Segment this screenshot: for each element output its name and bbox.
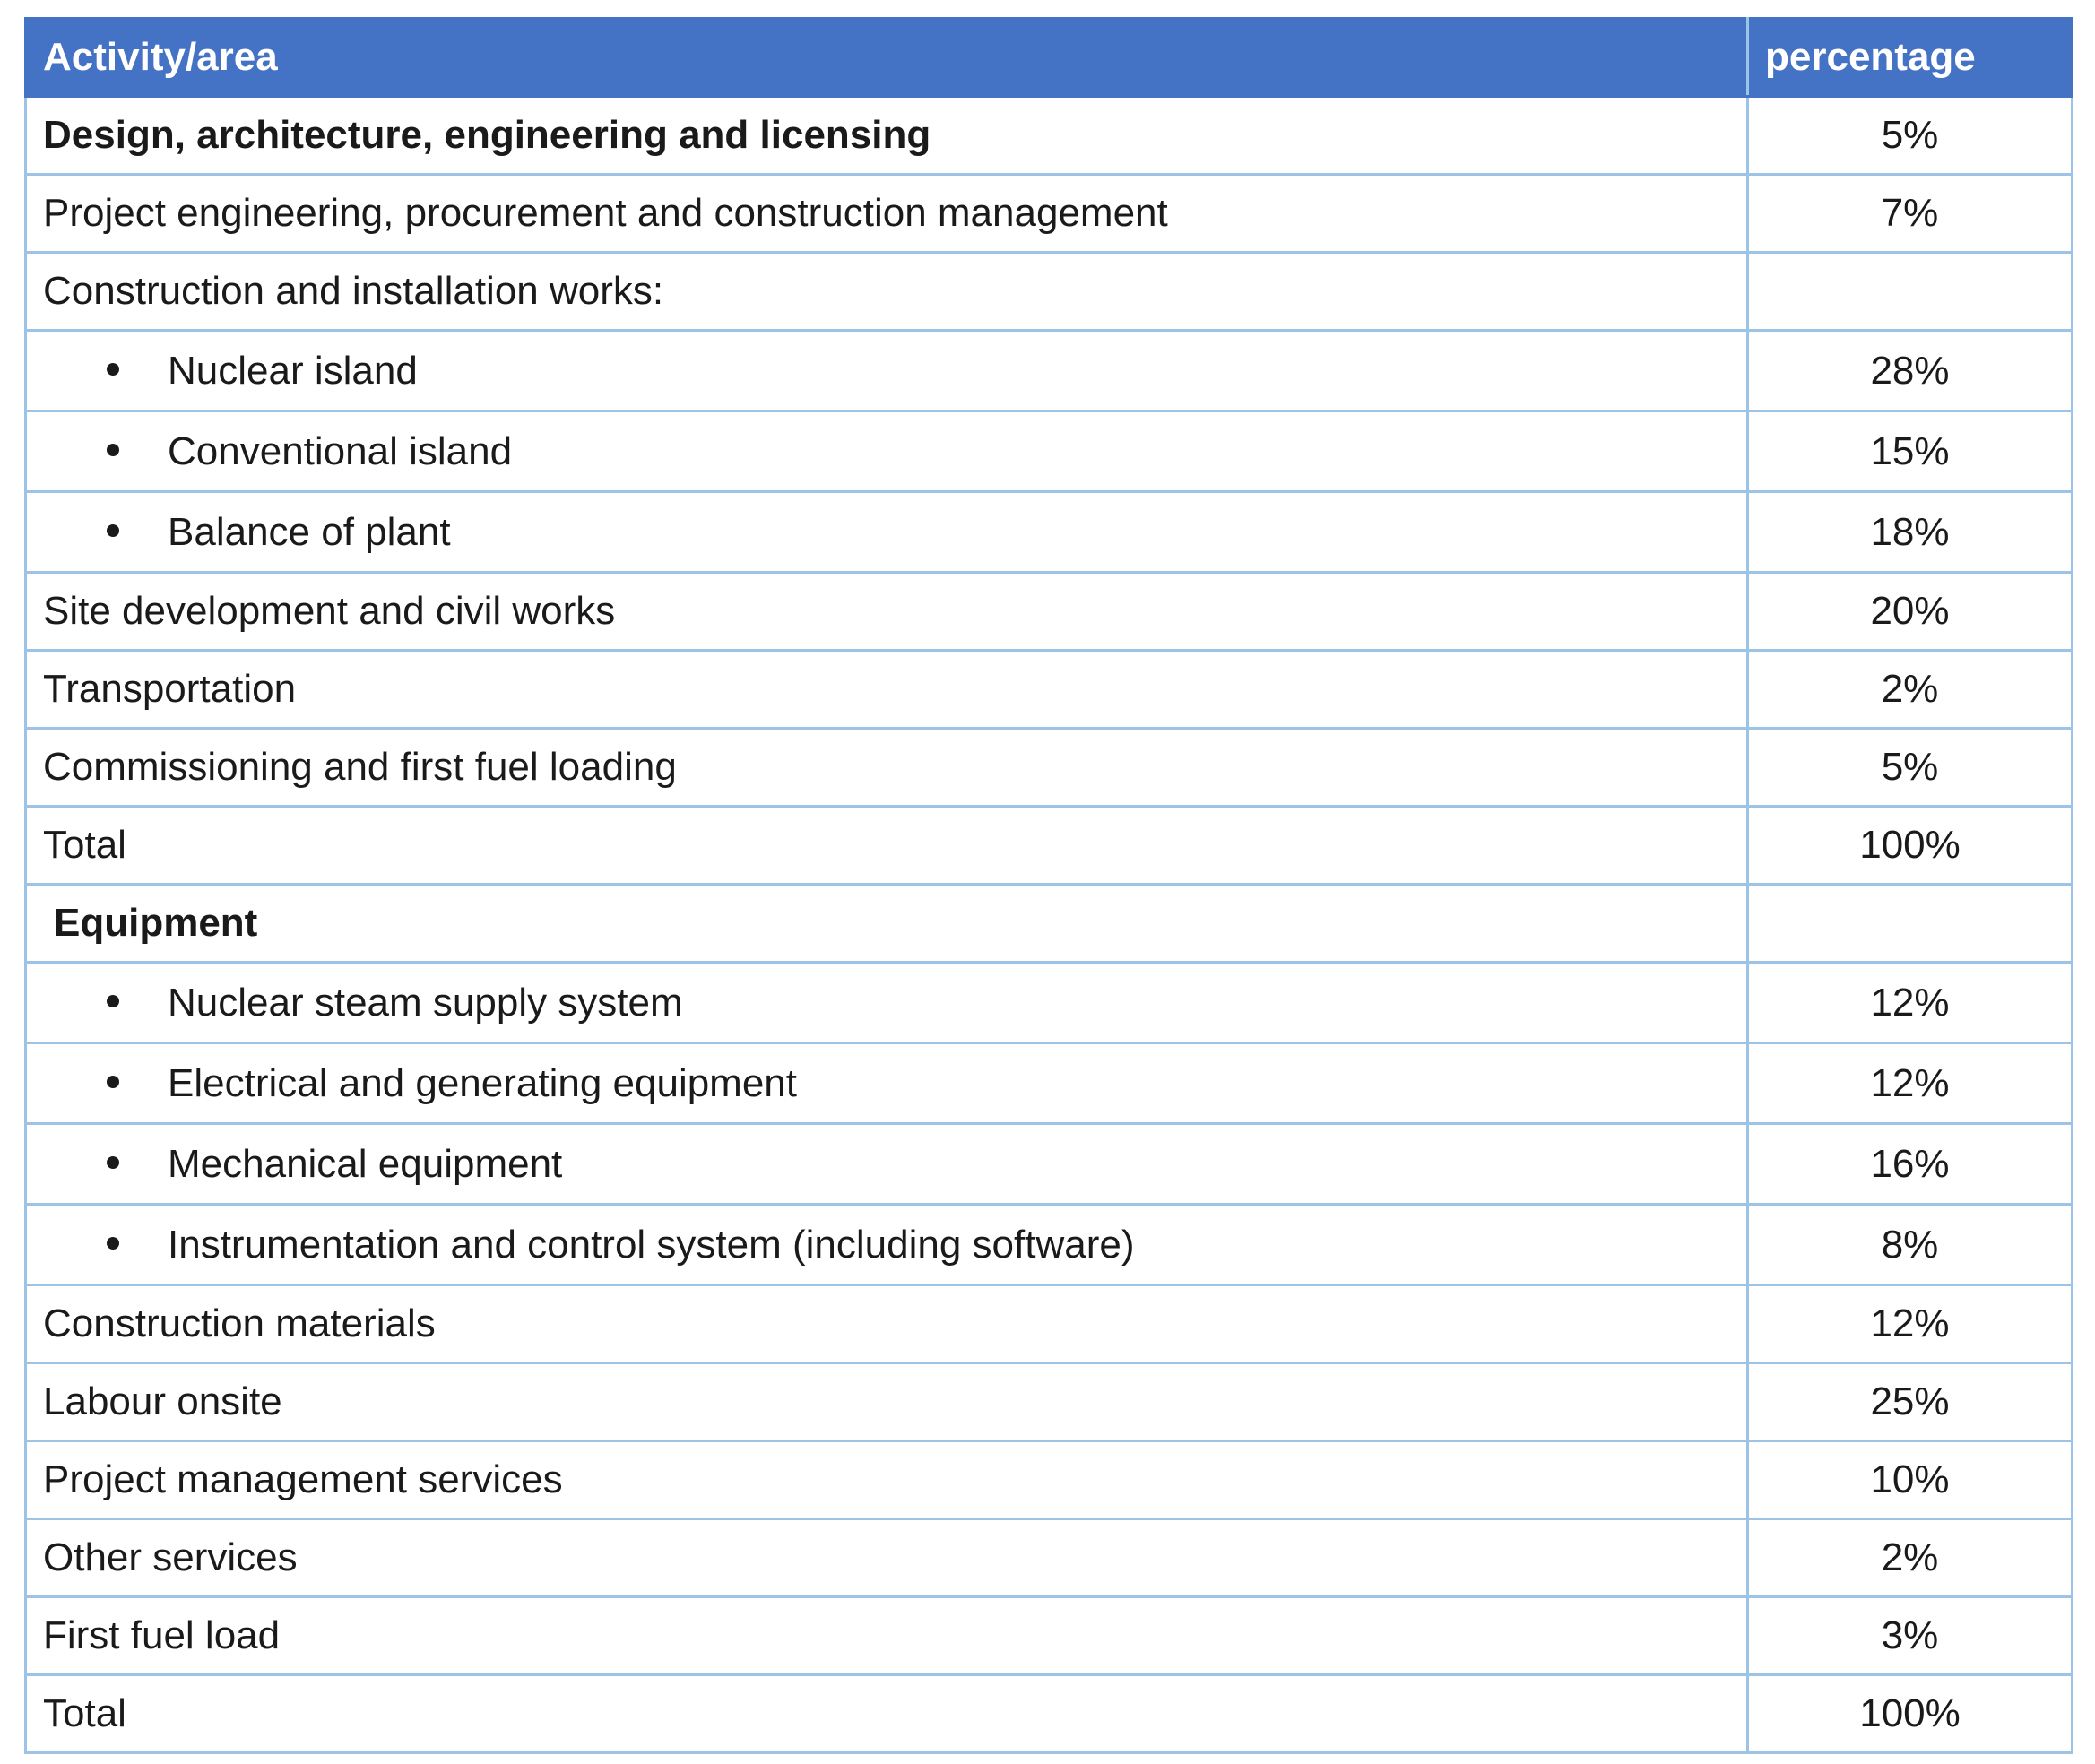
activity-label: Construction materials	[43, 1301, 436, 1345]
activity-cell	[26, 885, 1748, 963]
percentage-cell: 12%	[1748, 1043, 2073, 1124]
activity-cell	[26, 1675, 1748, 1753]
bullet-icon	[107, 524, 119, 537]
table-header	[26, 19, 2073, 97]
table-row	[26, 573, 2073, 651]
activity-cell	[26, 573, 1748, 651]
percentage-cell: 12%	[1748, 963, 2073, 1043]
activity-cell	[26, 1519, 1748, 1597]
activity-cell	[26, 1441, 1748, 1519]
percentage-cell: 100%	[1748, 1675, 2073, 1753]
activity-label: First fuel load	[43, 1613, 281, 1657]
activity-label: Conventional island	[168, 428, 513, 473]
activity-cell	[26, 1124, 1748, 1205]
percentage-cell: 5%	[1748, 97, 2073, 175]
activity-cell	[26, 175, 1748, 253]
percentage-cell: 2%	[1748, 1519, 2073, 1597]
activity-label: Project management services	[43, 1457, 563, 1501]
table-row	[26, 1043, 2073, 1124]
table-row	[26, 729, 2073, 807]
percentage-cell: 100%	[1748, 807, 2073, 885]
percentage-cell: 10%	[1748, 1441, 2073, 1519]
activity-cell	[26, 253, 1748, 331]
activity-label: Labour onsite	[43, 1379, 282, 1423]
table-row	[26, 1675, 2073, 1753]
percentage-cell: 16%	[1748, 1124, 2073, 1205]
table-row	[26, 97, 2073, 175]
table-row	[26, 1205, 2073, 1285]
activity-label: Mechanical equipment	[168, 1141, 563, 1186]
percentage-cell: 28%	[1748, 331, 2073, 411]
table-row	[26, 1441, 2073, 1519]
activity-cell	[26, 97, 1748, 175]
bullet-icon	[107, 1076, 119, 1088]
percentage-cell: 12%	[1748, 1285, 2073, 1363]
table-row	[26, 963, 2073, 1043]
table-row	[26, 651, 2073, 729]
percentage-cell: 5%	[1748, 729, 2073, 807]
activity-cell	[26, 1597, 1748, 1675]
activity-label: Balance of plant	[168, 509, 451, 554]
table-row	[26, 331, 2073, 411]
cost-breakdown-table-container	[24, 17, 2071, 1754]
bullet-icon	[107, 363, 119, 376]
header-activity-area: Activity/area	[26, 19, 1748, 97]
table-row	[26, 885, 2073, 963]
activity-label: Other services	[43, 1535, 298, 1579]
activity-cell	[26, 1363, 1748, 1441]
activity-label: Total	[43, 823, 126, 867]
activity-label: Project engineering, procurement and construction management	[43, 191, 1168, 235]
activity-cell	[26, 492, 1748, 573]
activity-label: Total	[43, 1691, 126, 1735]
table-row	[26, 253, 2073, 331]
activity-label: Nuclear island	[168, 348, 418, 393]
table-row	[26, 1597, 2073, 1675]
bullet-icon	[107, 1156, 119, 1169]
percentage-cell: 8%	[1748, 1205, 2073, 1285]
percentage-cell: 20%	[1748, 573, 2073, 651]
table-row	[26, 1124, 2073, 1205]
activity-cell	[26, 729, 1748, 807]
activity-cell	[26, 1043, 1748, 1124]
activity-label: Design, architecture, engineering and licensing	[43, 113, 931, 157]
table-row	[26, 411, 2073, 492]
table-row	[26, 807, 2073, 885]
activity-label: Transportation	[43, 667, 297, 711]
activity-label: Instrumentation and control system (including software)	[168, 1222, 1135, 1267]
table-body	[26, 97, 2073, 1753]
table-row	[26, 1285, 2073, 1363]
table-row	[26, 175, 2073, 253]
activity-cell	[26, 331, 1748, 411]
header-row	[26, 19, 2073, 97]
header-percentage: percentage	[1748, 19, 2073, 97]
bullet-icon	[107, 1237, 119, 1250]
percentage-cell: 3%	[1748, 1597, 2073, 1675]
activity-cell	[26, 411, 1748, 492]
percentage-cell: 18%	[1748, 492, 2073, 573]
percentage-cell	[1748, 885, 2073, 963]
activity-label: Site development and civil works	[43, 589, 616, 633]
percentage-cell: 7%	[1748, 175, 2073, 253]
activity-cell	[26, 807, 1748, 885]
activity-label: Construction and installation works:	[43, 269, 664, 313]
activity-label: Nuclear steam supply system	[168, 980, 683, 1025]
percentage-cell	[1748, 253, 2073, 331]
activity-label: Commissioning and first fuel loading	[43, 745, 677, 789]
activity-cell	[26, 651, 1748, 729]
activity-cell	[26, 1205, 1748, 1285]
activity-cell	[26, 963, 1748, 1043]
table-row	[26, 1519, 2073, 1597]
activity-label: Equipment	[54, 901, 258, 945]
percentage-cell: 25%	[1748, 1363, 2073, 1441]
table-row	[26, 492, 2073, 573]
cost-breakdown-table	[24, 17, 2073, 1754]
percentage-cell: 2%	[1748, 651, 2073, 729]
activity-cell	[26, 1285, 1748, 1363]
percentage-cell: 15%	[1748, 411, 2073, 492]
bullet-icon	[107, 995, 119, 1007]
bullet-icon	[107, 444, 119, 456]
table-row	[26, 1363, 2073, 1441]
activity-label: Electrical and generating equipment	[168, 1060, 798, 1105]
